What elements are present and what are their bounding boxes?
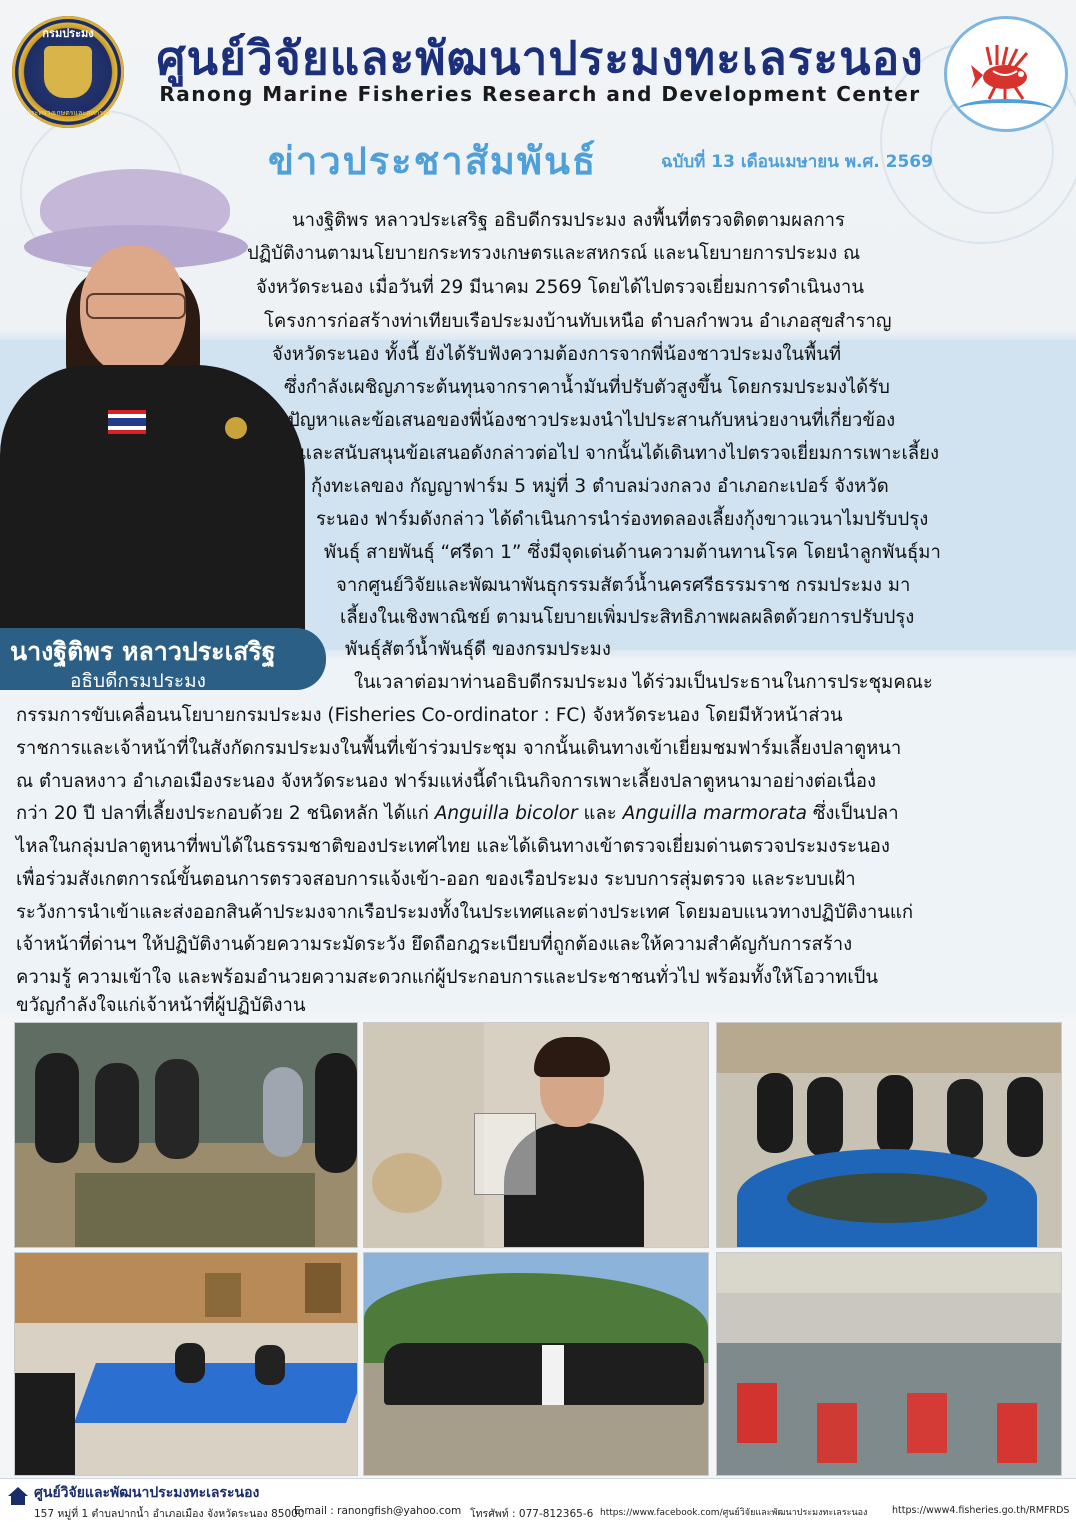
body-line: โครงการก่อสร้างท่าเทียบเรือประมงบ้านทับเหนือ ตำบลกำพวน อำเภอสุขสำราญ bbox=[264, 311, 892, 332]
photo-blue-tank-inspection bbox=[716, 1022, 1062, 1248]
body-line: ปฏิบัติงานตามนโยบายกระทรวงเกษตรและสหกรณ์ และนโยบายการประมง ณ bbox=[247, 243, 861, 264]
department-seal-icon bbox=[12, 16, 124, 128]
body-line: ระนอง ฟาร์มดังกล่าว ได้ดำเนินการนำร่องทดลองเลี้ยงกุ้งขาวแวนาไมปรับปรุง bbox=[316, 509, 929, 530]
body-line: ระวังการนำเข้าและส่งออกสินค้าประมงจากเรือประมงทั้งในประเทศและต่างประเทศ โดยมอบแนวทางปฏิบัติงานแก่ bbox=[16, 902, 914, 923]
logo-text-bottom: กระทรวงเกษตรและสหกรณ์ bbox=[26, 109, 110, 117]
thai-flag-icon bbox=[108, 410, 146, 434]
news-title: ข่าวประชาสัมพันธ์ bbox=[268, 139, 598, 183]
lionfish-icon bbox=[944, 16, 1068, 132]
center-title-thai: ศูนย์วิจัยและพัฒนาประมงทะเลระนอง bbox=[156, 31, 924, 85]
photo-director-holding-shrimp bbox=[363, 1022, 709, 1248]
person-name: นางฐิติพร หลาวประเสริฐ bbox=[10, 637, 276, 666]
body-line: จากศูนย์วิจัยและพัฒนาพันธุกรรมสัตว์น้ำนครศรีธรรมราช กรมประมง มา bbox=[336, 575, 911, 596]
footer-website-link[interactable]: https://www4.fisheries.go.th/RMFRDS bbox=[892, 1505, 1070, 1516]
photo-group-outdoor bbox=[363, 1252, 709, 1476]
body-line: เจ้าหน้าที่ด่านฯ ให้ปฏิบัติงานด้วยความระมัดระวัง ยึดถือกฎระเบียบที่ถูกต้องและให้ความสำคัญกับการสร้าง bbox=[16, 934, 853, 955]
footer-center-name: ศูนย์วิจัยและพัฒนาประมงทะเลระนอง bbox=[34, 1485, 260, 1501]
department-badge-icon bbox=[225, 417, 247, 439]
person-role: อธิบดีกรมประมง bbox=[70, 670, 206, 692]
body-line: ขวัญกำลังใจแก่เจ้าหน้าที่ผู้ปฏิบัติงาน bbox=[16, 995, 306, 1016]
body-line: เลี้ยงในเชิงพาณิชย์ ตามนโยบายเพิ่มประสิทธิภาพผลผลิตด้วยการปรับปรุง bbox=[340, 607, 915, 628]
body-line: เพื่อร่วมสังเกตการณ์ขั้นตอนการตรวจสอบการแจ้งเข้า-ออก ของเรือประมง ระบบการสุ่มตรวจ และระบบเฝ้า bbox=[16, 869, 856, 890]
seal-emblem bbox=[44, 46, 92, 98]
body-line: ราชการและเจ้าหน้าที่ในสังกัดกรมประมงในพื้นที่เข้าร่วมประชุม จากนั้นเดินทางเข้าเยี่ยมชมฟาร์มเลี้ยงปลาตูหนา bbox=[16, 738, 902, 759]
home-icon bbox=[6, 1484, 30, 1508]
body-line: ในเวลาต่อมาท่านอธิบดีกรมประมง ได้ร่วมเป็นประธานในการประชุมคณะ bbox=[354, 672, 933, 693]
center-title-english: Ranong Marine Fisheries Research and Development Center bbox=[159, 82, 921, 106]
footer-email[interactable]: E-mail : ranongfish@yahoo.com bbox=[294, 1505, 462, 1517]
lionfish-drawing bbox=[971, 45, 1043, 101]
footer-address: 157 หมู่ที่ 1 ตำบลปากน้ำ อำเภอเมือง จังหวัดระนอง 85000 bbox=[34, 1508, 305, 1520]
body-line: จังหวัดระนอง เมื่อวันที่ 29 มีนาคม 2569 โดยได้ไปตรวจเยี่ยมการดำเนินงาน bbox=[256, 277, 864, 298]
body-line: พันธุ์ สายพันธุ์ “ศรีดา 1” ซึ่งมีจุดเด่นด้านความต้านทานโรค โดยนำลูกพันธุ์มา bbox=[324, 542, 941, 563]
body-line: จังหวัดระนอง ทั้งนี้ ยังได้รับฟังความต้องการจากพี่น้องชาวประมงในพื้นที่ bbox=[272, 344, 842, 365]
body-line: ซึ่งกำลังเผชิญภาระต้นทุนจากราคาน้ำมันที่ปรับตัวสูงขึ้น โดยกรมประมงได้รับ bbox=[284, 377, 890, 398]
body-line: และสนับสนุนข้อเสนอดังกล่าวต่อไป จากนั้นได้เดินทางไปตรวจเยี่ยมการเพาะเลี้ยง bbox=[300, 443, 939, 464]
footer-facebook-link[interactable]: https://www.facebook.com/ศูนย์วิจัยและพัฒนาประมงทะเลระนอง bbox=[600, 1508, 868, 1518]
issue-label: ฉบับที่ 13 เดือนเมษายน พ.ศ. 2569 bbox=[661, 152, 933, 172]
body-line-species: กว่า 20 ปี ปลาที่เลี้ยงประกอบด้วย 2 ชนิดหลัก ได้แก่ Anguilla bicolor และ Anguilla marmorata ซึ่งเป็นปลา bbox=[16, 803, 899, 824]
photo-meeting-room bbox=[14, 1252, 358, 1476]
logo-text-top: กรมประมง bbox=[42, 27, 94, 40]
body-line: พันธุ์สัตว์น้ำพันธุ์ดี ของกรมประมง bbox=[345, 639, 611, 660]
body-line: ไหลในกลุ่มปลาตูหนาที่พบได้ในธรรมชาติของประเทศไทย และได้เดินทางเข้าตรวจเยี่ยมด่านตรวจประมงระนอง bbox=[16, 836, 890, 857]
body-line: กรรมการขับเคลื่อนนโยบายกรมประมง (Fisheries Co-ordinator : FC) จังหวัดระนอง โดยมีหัวหน้าส่วน bbox=[16, 705, 843, 726]
body-line: กุ้งทะเลของ กัญญาฟาร์ม 5 หมู่ที่ 3 ตำบลม่วงกลวง อำเภอกะเปอร์ จังหวัด bbox=[311, 476, 889, 497]
body-line: นางฐิติพร หลาวประเสริฐ อธิบดีกรมประมง ลงพื้นที่ตรวจติดตามผลการ bbox=[292, 210, 845, 231]
photo-eel-pond bbox=[14, 1022, 358, 1248]
body-line: ณ ตำบลหงาว อำเภอเมืองระนอง จังหวัดระนอง ฟาร์มแห่งนี้ดำเนินกิจการเพาะเลี้ยงปลาตูหนามาอย่างต่อเนื่อง bbox=[16, 771, 877, 792]
body-line: ความรู้ ความเข้าใจ และพร้อมอำนวยความสะดวกแก่ผู้ประกอบการและประชาชนทั่วไป พร้อมทั้งให้โอวาทเป็น bbox=[16, 967, 879, 988]
footer-phone: โทรศัพท์ : 077-812365-6 bbox=[470, 1508, 594, 1520]
director-portrait bbox=[0, 165, 325, 635]
photo-community-meeting bbox=[716, 1252, 1062, 1476]
body-line: ปัญหาและข้อเสนอของพี่น้องชาวประมงนำไปประสานกับหน่วยงานที่เกี่ยวข้อง bbox=[288, 410, 896, 431]
